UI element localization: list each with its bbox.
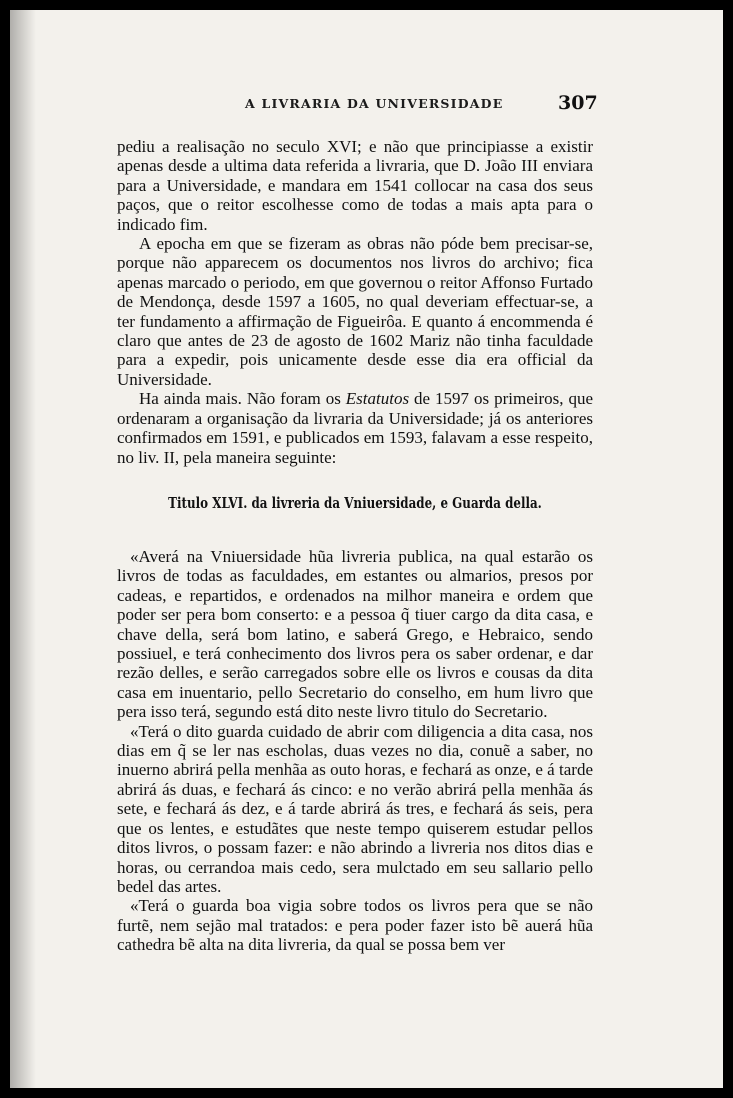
intro-paragraph-2: A epocha em que se fizeram as obras não póde bem precisar-se, porque não apparecem os documentos nos livros do archivo; fica apenas marcado o periodo, em que governou o reitor Affonso Furtado de Mendonça, desde 1597 a 1605, no qual deveriam effectuar-se, a ter fundamento a affirmação de Figueirôa. E quanto á encommenda é claro que antes de 23 de agosto de 1602 Mariz não tinha faculdade para a expedir, pois unicamente desde esse dia era official da Universidade. xyxy=(117,234,593,389)
decree-text xyxy=(117,547,593,955)
page-edge-shadow xyxy=(10,10,36,1088)
running-head xyxy=(10,92,723,116)
intro-text xyxy=(117,137,593,467)
intro-paragraph-3-start: Ha ainda mais. Não foram os xyxy=(139,389,346,409)
decree-paragraph-1: «Averá na Vniuersidade hũa livreria publica, na qual estarão os livros de todas as faculdades, em estantes ou almarios, presos por cadeas, e repartidos, e ordenados na milhor maneira e ordem que poder ser pera bom conserto: e a pessoa q̃ tiuer cargo da dita casa, e chave della, será bom latino, e saberá Grego, e Hebraico, sendo possiuel, e terá conhecimento dos livros pera os saber ordenar, e dar rezão delles, e serão carregados sobre elle os livros e cousas da dita casa em inuentario, pello Secretario do conselho, em hum livro que pera isso terá, segundo está dito neste livro titulo do Secretario. xyxy=(117,547,593,722)
intro-paragraph-3-end: de 1597 os primeiros, que ordenaram a organisação da livraria da Universidade; já os anteriores confirmados em 1591, e publicados em 1593, falavam a esse respeito, no liv. II, pela maneira seguinte: xyxy=(117,389,594,467)
statutes-italic: Estatutos xyxy=(345,389,410,409)
page-number: 307 xyxy=(558,92,598,114)
book-page xyxy=(10,10,723,1088)
decree-paragraph-3: «Terá o guarda boa vigia sobre todos os livros pera que se não furtẽ, nem sejão mal tratados: e pera poder fazer isto bẽ auerá hũa cathedra bẽ alta na dita livreria, da qual se possa bem ver xyxy=(117,896,593,955)
decree-heading: Titulo XLVI. da livreria da Vniuersidade, e Guarda della. xyxy=(168,495,542,512)
running-title: A LIVRARIA DA UNIVERSIDADE xyxy=(245,96,504,111)
intro-paragraph-1: pediu a realisação no seculo XVI; e não que principiasse a existir apenas desde a ultima data referida a livraria, que D. João III enviara para a Universidade, e mandara em 1541 collocar na casa dos seus paços, que o reitor escolhesse como de todas a mais apta para o indicado fim. xyxy=(117,137,593,234)
decree-paragraph-2: «Terá o dito guarda cuidado de abrir com diligencia a dita casa, nos dias em q̃ se ler nas escholas, duas vezes no dia, conuẽ a saber, no inuerno abrirá pella menhãa as outo horas, e fechará as onze, e á tarde abrirá ás duas, e fechará ás cinco: e no verão abrirá pella menhãa ás sete, e fechará ás dez, e á tarde abrirá ás tres, e fechará ás seis, pera que os lentes, e estudãtes que neste tempo quiserem estudar pellos ditos livros, o possam fazer: e não abrindo a livreria nos ditos dias e horas, ou cerrandoa mais cedo, sera mulctado em seu sallario pello bedel das artes. xyxy=(117,721,593,896)
intro-paragraph-3 xyxy=(117,389,593,467)
